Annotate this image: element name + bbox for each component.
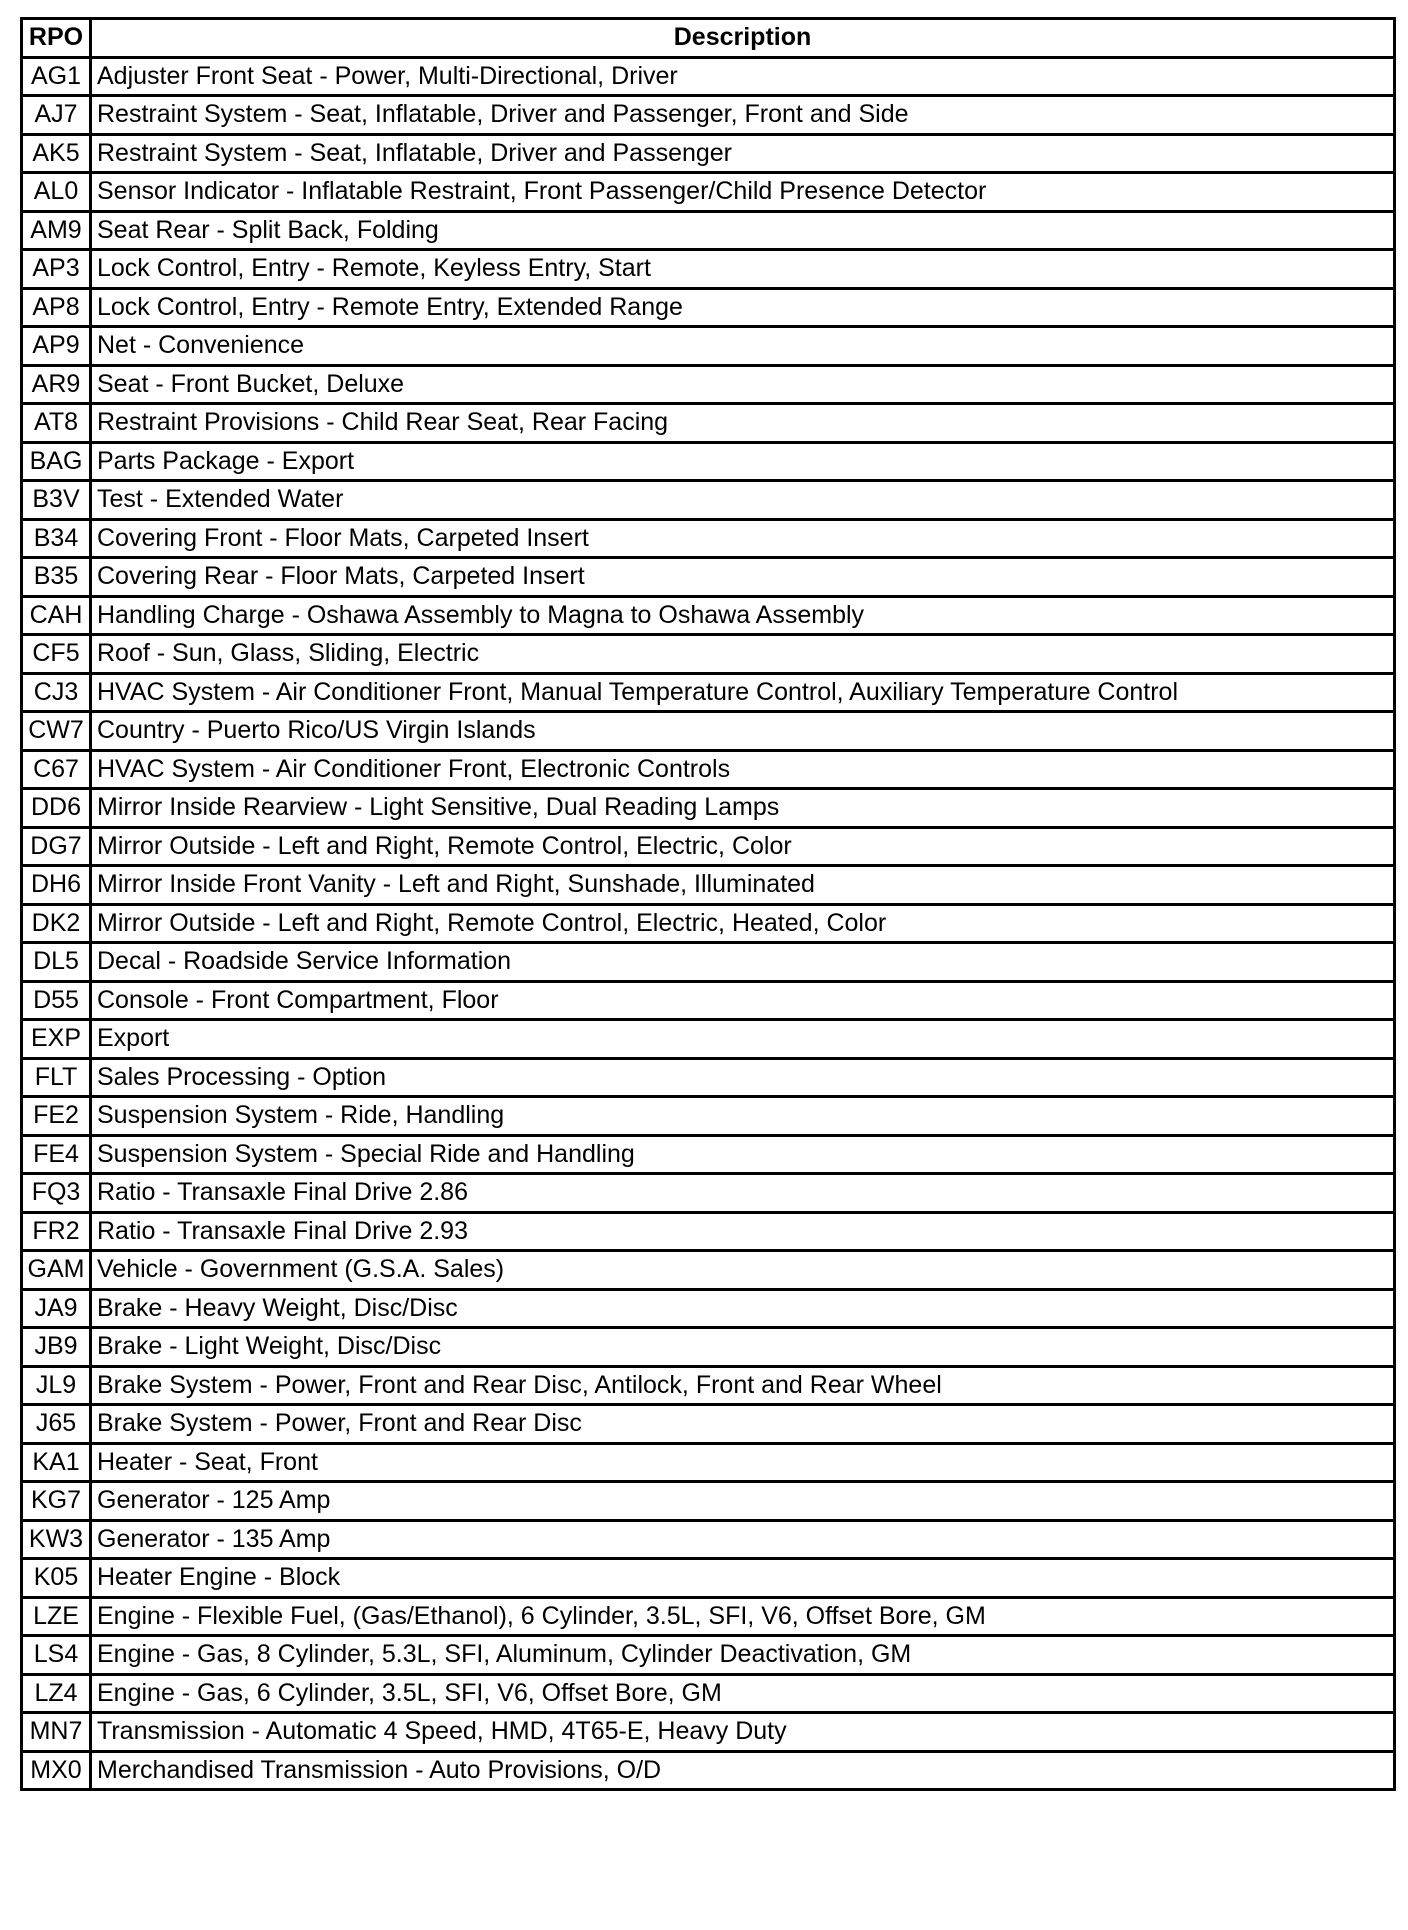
description-cell: Suspension System - Special Ride and Handling — [91, 1135, 1395, 1174]
rpo-code-cell: LS4 — [22, 1636, 91, 1675]
rpo-code-cell: DG7 — [22, 827, 91, 866]
table-row — [22, 1212, 1395, 1251]
description-cell: Parts Package - Export — [91, 442, 1395, 481]
description-cell: Ratio - Transaxle Final Drive 2.93 — [91, 1212, 1395, 1251]
rpo-code-cell: DH6 — [22, 866, 91, 905]
description-cell: Handling Charge - Oshawa Assembly to Magna to Oshawa Assembly — [91, 596, 1395, 635]
table-row — [22, 211, 1395, 250]
description-cell: Adjuster Front Seat - Power, Multi-Directional, Driver — [91, 57, 1395, 96]
rpo-code-cell: FE4 — [22, 1135, 91, 1174]
table-row — [22, 1751, 1395, 1790]
rpo-code-cell: CAH — [22, 596, 91, 635]
description-cell: Generator - 125 Amp — [91, 1482, 1395, 1521]
table-row — [22, 365, 1395, 404]
rpo-code-cell: AL0 — [22, 173, 91, 212]
rpo-code-cell: LZ4 — [22, 1674, 91, 1713]
description-cell: Mirror Inside Front Vanity - Left and Right, Sunshade, Illuminated — [91, 866, 1395, 905]
rpo-code-cell: FE2 — [22, 1097, 91, 1136]
table-row — [22, 904, 1395, 943]
table-row — [22, 558, 1395, 597]
rpo-code-cell: KG7 — [22, 1482, 91, 1521]
description-cell: Heater Engine - Block — [91, 1559, 1395, 1598]
rpo-code-cell: AJ7 — [22, 96, 91, 135]
table-row — [22, 1058, 1395, 1097]
description-cell: Restraint System - Seat, Inflatable, Driver and Passenger, Front and Side — [91, 96, 1395, 135]
rpo-code-cell: CJ3 — [22, 673, 91, 712]
description-cell: HVAC System - Air Conditioner Front, Electronic Controls — [91, 750, 1395, 789]
description-cell: Transmission - Automatic 4 Speed, HMD, 4T65-E, Heavy Duty — [91, 1713, 1395, 1752]
description-cell: Engine - Gas, 6 Cylinder, 3.5L, SFI, V6, Offset Bore, GM — [91, 1674, 1395, 1713]
table-row — [22, 1251, 1395, 1290]
table-row — [22, 1174, 1395, 1213]
description-cell: Test - Extended Water — [91, 481, 1395, 520]
description-cell: Console - Front Compartment, Floor — [91, 981, 1395, 1020]
description-column-header: Description — [91, 19, 1395, 58]
table-row — [22, 981, 1395, 1020]
description-cell: Engine - Gas, 8 Cylinder, 5.3L, SFI, Aluminum, Cylinder Deactivation, GM — [91, 1636, 1395, 1675]
description-cell: Mirror Outside - Left and Right, Remote Control, Electric, Color — [91, 827, 1395, 866]
rpo-code-cell: FQ3 — [22, 1174, 91, 1213]
rpo-code-cell: FR2 — [22, 1212, 91, 1251]
description-cell: Lock Control, Entry - Remote Entry, Extended Range — [91, 288, 1395, 327]
table-row — [22, 481, 1395, 520]
description-cell: Sensor Indicator - Inflatable Restraint, Front Passenger/Child Presence Detector — [91, 173, 1395, 212]
description-cell: Export — [91, 1020, 1395, 1059]
rpo-code-cell: D55 — [22, 981, 91, 1020]
table-row — [22, 673, 1395, 712]
table-row — [22, 1713, 1395, 1752]
description-cell: Brake System - Power, Front and Rear Disc, Antilock, Front and Rear Wheel — [91, 1366, 1395, 1405]
description-cell: Ratio - Transaxle Final Drive 2.86 — [91, 1174, 1395, 1213]
table-row — [22, 327, 1395, 366]
table-body — [22, 57, 1395, 1790]
rpo-code-cell: B3V — [22, 481, 91, 520]
rpo-code-cell: JL9 — [22, 1366, 91, 1405]
rpo-code-cell: FLT — [22, 1058, 91, 1097]
rpo-code-cell: DD6 — [22, 789, 91, 828]
table-row — [22, 1405, 1395, 1444]
description-cell: Merchandised Transmission - Auto Provisions, O/D — [91, 1751, 1395, 1790]
description-cell: Restraint System - Seat, Inflatable, Driver and Passenger — [91, 134, 1395, 173]
table-row — [22, 134, 1395, 173]
table-row — [22, 96, 1395, 135]
table-row — [22, 712, 1395, 751]
table-header-row — [22, 19, 1395, 58]
rpo-code-cell: AM9 — [22, 211, 91, 250]
table-row — [22, 250, 1395, 289]
description-cell: Vehicle - Government (G.S.A. Sales) — [91, 1251, 1395, 1290]
rpo-code-cell: AP9 — [22, 327, 91, 366]
rpo-code-cell: J65 — [22, 1405, 91, 1444]
table-row — [22, 827, 1395, 866]
table-row — [22, 1366, 1395, 1405]
rpo-code-cell: B34 — [22, 519, 91, 558]
table-row — [22, 442, 1395, 481]
table-row — [22, 750, 1395, 789]
rpo-code-cell: GAM — [22, 1251, 91, 1290]
description-cell: Country - Puerto Rico/US Virgin Islands — [91, 712, 1395, 751]
table-row — [22, 866, 1395, 905]
description-cell: Brake - Light Weight, Disc/Disc — [91, 1328, 1395, 1367]
rpo-code-cell: B35 — [22, 558, 91, 597]
rpo-code-cell: LZE — [22, 1597, 91, 1636]
table-row — [22, 596, 1395, 635]
rpo-code-cell: MX0 — [22, 1751, 91, 1790]
table-row — [22, 1328, 1395, 1367]
rpo-code-cell: EXP — [22, 1020, 91, 1059]
description-cell: Decal - Roadside Service Information — [91, 943, 1395, 982]
table-row — [22, 943, 1395, 982]
rpo-code-cell: AP8 — [22, 288, 91, 327]
table-row — [22, 1289, 1395, 1328]
table-row — [22, 57, 1395, 96]
description-cell: Heater - Seat, Front — [91, 1443, 1395, 1482]
description-cell: Brake System - Power, Front and Rear Disc — [91, 1405, 1395, 1444]
table-row — [22, 288, 1395, 327]
rpo-code-cell: KA1 — [22, 1443, 91, 1482]
table-row — [22, 789, 1395, 828]
table-row — [22, 404, 1395, 443]
table-row — [22, 1674, 1395, 1713]
description-cell: Lock Control, Entry - Remote, Keyless Entry, Start — [91, 250, 1395, 289]
rpo-code-cell: AT8 — [22, 404, 91, 443]
description-cell: Suspension System - Ride, Handling — [91, 1097, 1395, 1136]
table-row — [22, 1020, 1395, 1059]
table-row — [22, 519, 1395, 558]
table-row — [22, 1135, 1395, 1174]
rpo-code-cell: DL5 — [22, 943, 91, 982]
table-row — [22, 1097, 1395, 1136]
rpo-code-cell: AR9 — [22, 365, 91, 404]
description-cell: Sales Processing - Option — [91, 1058, 1395, 1097]
rpo-code-cell: DK2 — [22, 904, 91, 943]
description-cell: Seat Rear - Split Back, Folding — [91, 211, 1395, 250]
rpo-code-cell: JA9 — [22, 1289, 91, 1328]
description-cell: Seat - Front Bucket, Deluxe — [91, 365, 1395, 404]
rpo-code-cell: CF5 — [22, 635, 91, 674]
description-cell: Generator - 135 Amp — [91, 1520, 1395, 1559]
rpo-description-table — [20, 17, 1396, 1791]
description-cell: HVAC System - Air Conditioner Front, Manual Temperature Control, Auxiliary Temperature Control — [91, 673, 1395, 712]
table-row — [22, 1443, 1395, 1482]
rpo-column-header: RPO — [22, 19, 91, 58]
description-cell: Engine - Flexible Fuel, (Gas/Ethanol), 6 Cylinder, 3.5L, SFI, V6, Offset Bore, GM — [91, 1597, 1395, 1636]
description-cell: Mirror Outside - Left and Right, Remote Control, Electric, Heated, Color — [91, 904, 1395, 943]
description-cell: Net - Convenience — [91, 327, 1395, 366]
rpo-code-cell: CW7 — [22, 712, 91, 751]
table-row — [22, 635, 1395, 674]
rpo-code-cell: JB9 — [22, 1328, 91, 1367]
rpo-code-cell: AP3 — [22, 250, 91, 289]
rpo-code-cell: C67 — [22, 750, 91, 789]
table-row — [22, 1520, 1395, 1559]
table-row — [22, 1482, 1395, 1521]
rpo-code-cell: MN7 — [22, 1713, 91, 1752]
rpo-code-cell: KW3 — [22, 1520, 91, 1559]
rpo-code-cell: AG1 — [22, 57, 91, 96]
description-cell: Roof - Sun, Glass, Sliding, Electric — [91, 635, 1395, 674]
rpo-code-cell: BAG — [22, 442, 91, 481]
description-cell: Mirror Inside Rearview - Light Sensitive, Dual Reading Lamps — [91, 789, 1395, 828]
table-row — [22, 173, 1395, 212]
rpo-code-cell: K05 — [22, 1559, 91, 1598]
description-cell: Brake - Heavy Weight, Disc/Disc — [91, 1289, 1395, 1328]
rpo-code-cell: AK5 — [22, 134, 91, 173]
description-cell: Restraint Provisions - Child Rear Seat, Rear Facing — [91, 404, 1395, 443]
description-cell: Covering Rear - Floor Mats, Carpeted Insert — [91, 558, 1395, 597]
description-cell: Covering Front - Floor Mats, Carpeted Insert — [91, 519, 1395, 558]
table-row — [22, 1559, 1395, 1598]
table-row — [22, 1597, 1395, 1636]
table-row — [22, 1636, 1395, 1675]
